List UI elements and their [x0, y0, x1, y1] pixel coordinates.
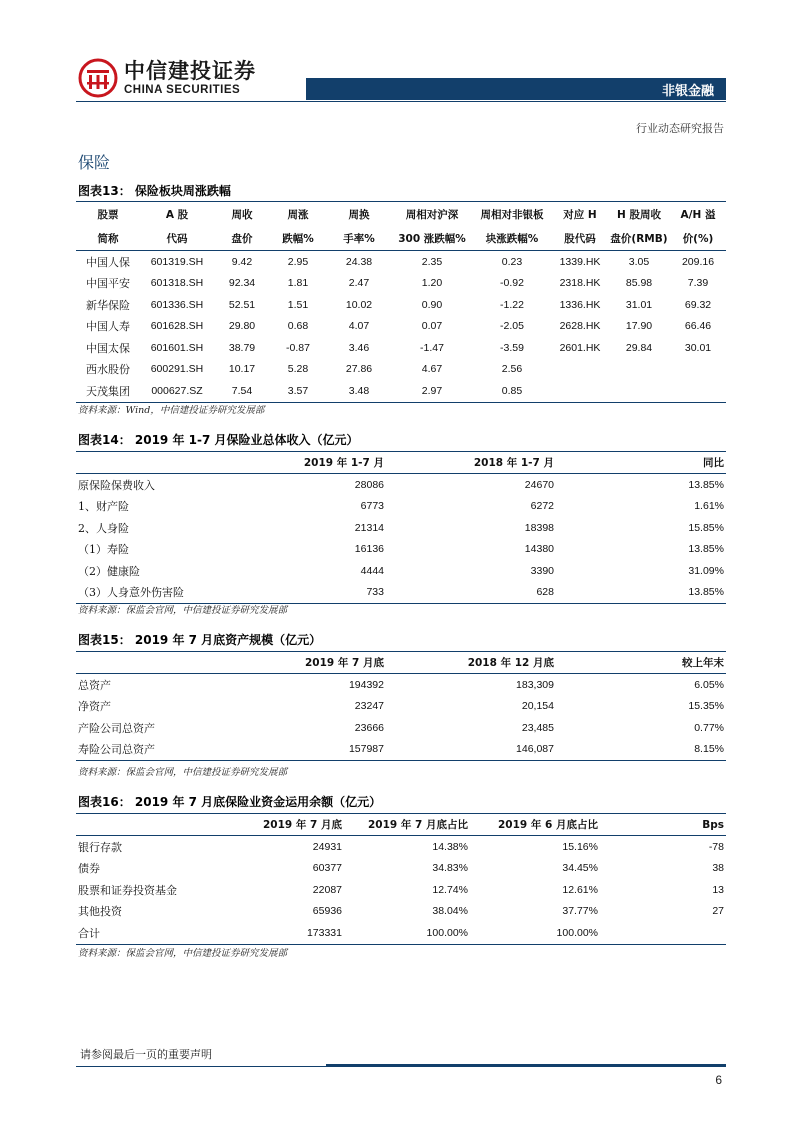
- table16-cell: 其他投资: [78, 905, 122, 919]
- table13-cell: 中国人保: [86, 255, 130, 269]
- table13-header-cell: 周收: [231, 208, 253, 221]
- table16-cell: 100.00%: [556, 926, 598, 939]
- table16-fund-allocation: [76, 813, 726, 945]
- table16-cell: 38.04%: [432, 905, 468, 918]
- table16-cell: 13: [712, 883, 724, 896]
- table-row: [76, 582, 726, 604]
- table13-cell: -0.92: [500, 277, 524, 290]
- table13-cell: 69.32: [684, 298, 712, 311]
- table15-header-cell: [76, 652, 226, 674]
- table14-cell: 31.09%: [688, 564, 724, 577]
- table-row: [76, 474, 726, 496]
- table15-source: 资料来源：保监会官网，中信建投证券研究发展部: [78, 767, 288, 778]
- table13-cell: [552, 380, 608, 402]
- table14-source: 资料来源：保监会官网，中信建投证券研究发展部: [78, 605, 288, 616]
- table13-cell: 新华保险: [86, 298, 130, 312]
- table13-weekly-performance: [76, 201, 726, 403]
- table13-caption: 图表13： 保险板块周涨跌幅: [78, 184, 231, 198]
- table13-cell: 601319.SH: [150, 255, 204, 268]
- table13-header-cell: 代码: [166, 232, 188, 245]
- table13-cell: 52.51: [228, 298, 256, 311]
- table-row: [76, 836, 726, 858]
- table13-cell: -3.59: [500, 341, 524, 354]
- table13-header-cell: 手率%: [343, 232, 375, 245]
- table16-cell: 15.16%: [562, 840, 598, 853]
- table14-cell: 733: [366, 586, 384, 599]
- table-row: [76, 901, 726, 923]
- brand-name-cn: 中信建投证券: [124, 59, 256, 83]
- table13-header-cell: H 股周收: [617, 208, 661, 221]
- header-divider: [76, 101, 726, 102]
- table14-cell: 24670: [524, 478, 554, 491]
- table16-source: 资料来源：保监会官网，中信建投证券研究发展部: [78, 948, 288, 959]
- table13-cell: 92.34: [228, 277, 256, 290]
- table13-cell: 4.67: [421, 363, 443, 376]
- table13-cell: 601318.SH: [150, 277, 204, 290]
- table16-cell: 24931: [312, 840, 342, 853]
- table13-cell: 7.54: [231, 384, 253, 397]
- table13-cell: -0.87: [286, 341, 310, 354]
- table15-header-row: [76, 652, 726, 674]
- table14-header-cell: 同比: [703, 457, 724, 469]
- table13-header-cell: 股代码: [564, 232, 596, 245]
- table-row: [76, 539, 726, 561]
- table14-cell: 原保险保费收入: [78, 478, 155, 492]
- table13-cell: 2628.HK: [559, 320, 601, 333]
- table13-cell: 2.95: [287, 255, 309, 268]
- table14-premium-income: [76, 451, 726, 604]
- table16-header-cell: [76, 814, 226, 836]
- table16-header-cell: 2019 年 7 月底占比: [368, 819, 468, 831]
- table13-header-cell: 股票: [97, 208, 119, 221]
- table14-cell: 18398: [524, 521, 554, 534]
- table13-cell: 2601.HK: [559, 341, 601, 354]
- table14-cell: 28086: [354, 478, 384, 491]
- table16-cell: 债券: [78, 862, 100, 876]
- table13-header-cell: 周换: [348, 208, 370, 221]
- table14-cell: （1）寿险: [78, 543, 129, 557]
- table14-cell: 14380: [524, 543, 554, 556]
- table14-header-cell: 2019 年 1-7 月: [303, 457, 384, 469]
- table-row: [76, 496, 726, 518]
- table15-cell: 23247: [354, 700, 384, 713]
- table13-cell: 4.07: [348, 320, 370, 333]
- table16-cell: -78: [708, 840, 724, 853]
- table14-cell: 13.85%: [688, 478, 724, 491]
- table15-cell: 23,485: [521, 721, 554, 734]
- table13-cell: 601628.SH: [150, 320, 204, 333]
- table14-cell: 16136: [354, 543, 384, 556]
- table13-cell: 3.46: [348, 341, 370, 354]
- table16-caption: 图表16： 2019 年 7 月底保险业资金运用余额（亿元）: [78, 795, 382, 809]
- table14-cell: 6773: [360, 500, 384, 513]
- table15-header-cell: 2019 年 7 月底: [305, 657, 384, 669]
- table14-cell: 1、财产险: [78, 500, 129, 514]
- table13-cell: 209.16: [681, 255, 715, 268]
- table14-caption: 图表14： 2019 年 1-7 月保险业总体收入（亿元）: [78, 433, 359, 447]
- table13-cell: 1339.HK: [559, 255, 601, 268]
- table16-cell: 银行存款: [78, 840, 122, 854]
- table16-cell: 合计: [78, 926, 100, 940]
- table15-cell: 总资产: [78, 678, 111, 692]
- table16-cell: 100.00%: [426, 926, 468, 939]
- table-row: [76, 717, 726, 739]
- table16-cell: 27: [712, 905, 724, 918]
- table13-cell: 30.01: [684, 341, 712, 354]
- table16-cell: 38: [712, 862, 724, 875]
- china-securities-logo-icon: [78, 58, 118, 98]
- table13-cell: 中国平安: [86, 277, 130, 291]
- table16-cell: 37.77%: [562, 905, 598, 918]
- table16-cell: 34.83%: [432, 862, 468, 875]
- table13-header-cell: 价(%): [682, 232, 714, 245]
- table13-cell: 600291.SH: [150, 363, 204, 376]
- table16-cell: 60377: [312, 862, 342, 875]
- table13-cell: 7.39: [687, 277, 709, 290]
- table13-header-cell: 周涨: [287, 208, 309, 221]
- table15-caption: 图表15： 2019 年 7 月底资产规模（亿元）: [78, 633, 322, 647]
- table15-cell: 183,309: [516, 678, 554, 691]
- table-row: [76, 273, 726, 295]
- table-row: [76, 696, 726, 718]
- table13-cell: 38.79: [228, 341, 256, 354]
- table-row: [76, 380, 726, 402]
- table14-cell: 13.85%: [688, 586, 724, 599]
- table13-cell: 1336.HK: [559, 298, 601, 311]
- table13-cell: 2318.HK: [559, 277, 601, 290]
- table13-cell: 1.81: [287, 277, 309, 290]
- table16-cell: [600, 922, 726, 944]
- table-row: [76, 858, 726, 880]
- table14-cell: （3）人身意外伤害险: [78, 586, 184, 600]
- report-type: 行业动态研究报告: [636, 122, 724, 135]
- table15-header-cell: 较上年末: [682, 657, 724, 669]
- table14-header-row: [76, 452, 726, 474]
- table13-cell: 2.56: [501, 363, 523, 376]
- table15-cell: 寿险公司总资产: [78, 743, 155, 757]
- table13-cell: -2.05: [500, 320, 524, 333]
- table14-cell: 21314: [354, 521, 384, 534]
- table13-cell: 0.90: [421, 298, 443, 311]
- table16-cell: 14.38%: [432, 840, 468, 853]
- table13-cell: 10.17: [228, 363, 256, 376]
- table-row: [76, 674, 726, 696]
- table13-header-cell: 盘价: [231, 232, 253, 245]
- table13-cell: [608, 380, 670, 402]
- table13-cell: 85.98: [625, 277, 653, 290]
- table14-header-cell: 2018 年 1-7 月: [473, 457, 554, 469]
- table13-source: 资料来源：Wind，中信建投证券研究发展部: [78, 405, 265, 416]
- brand-name-en: CHINA SECURITIES: [124, 84, 241, 96]
- table16-header-row: [76, 814, 726, 836]
- table13-cell: 66.46: [684, 320, 712, 333]
- table13-cell: 24.38: [345, 255, 373, 268]
- table13-cell: 2.35: [421, 255, 443, 268]
- table13-header-cell: A 股: [165, 208, 189, 221]
- brand-logo: [78, 58, 256, 98]
- table13-cell: 17.90: [625, 320, 653, 333]
- table13-cell: 9.42: [231, 255, 253, 268]
- table16-cell: 12.74%: [432, 883, 468, 896]
- table16-cell: 12.61%: [562, 883, 598, 896]
- table14-cell: 2、人身险: [78, 521, 129, 535]
- table14-cell: （2）健康险: [78, 564, 140, 578]
- table13-cell: 中国人寿: [86, 320, 130, 334]
- table14-cell: 3390: [530, 564, 554, 577]
- table13-header-row: [76, 226, 726, 251]
- table13-header-cell: 跌幅%: [282, 232, 314, 245]
- table13-cell: 0.68: [287, 320, 309, 333]
- table13-header-cell: 简称: [97, 232, 119, 245]
- table-row: [76, 251, 726, 273]
- table16-cell: 65936: [312, 905, 342, 918]
- table13-cell: 29.80: [228, 320, 256, 333]
- table-row: [76, 517, 726, 539]
- section-title: 保险: [78, 153, 111, 172]
- table13-cell: 29.84: [625, 341, 653, 354]
- table13-header-row: [76, 202, 726, 227]
- table16-cell: 股票和证券投资基金: [78, 883, 177, 897]
- table13-cell: 0.07: [421, 320, 443, 333]
- disclaimer-note: 请参阅最后一页的重要声明: [80, 1048, 212, 1060]
- sector-banner: [306, 78, 726, 100]
- table15-cell: 产险公司总资产: [78, 721, 155, 735]
- table13-header-cell: A/H 溢: [680, 208, 716, 221]
- table13-cell: 27.86: [345, 363, 373, 376]
- table13-header-cell: 对应 H: [563, 208, 597, 221]
- table13-cell: [608, 359, 670, 381]
- footer-divider-left: [76, 1066, 326, 1067]
- table13-cell: [552, 359, 608, 381]
- table16-header-cell: 2019 年 6 月底占比: [498, 819, 598, 831]
- table15-cell: 0.77%: [694, 721, 724, 734]
- table13-header-cell: 块涨跌幅%: [485, 232, 539, 245]
- table13-cell: [670, 359, 726, 381]
- table-row: [76, 879, 726, 901]
- table16-header-cell: 2019 年 7 月底: [263, 819, 342, 831]
- table13-header-cell: 盘价(RMB): [610, 232, 668, 245]
- sector-label: 非银金融: [661, 84, 714, 99]
- table15-cell: 15.35%: [688, 700, 724, 713]
- table15-cell: 194392: [348, 678, 384, 691]
- table13-cell: 000627.SZ: [151, 384, 203, 397]
- table15-header-cell: 2018 年 12 月底: [467, 657, 554, 669]
- table15-cell: 23666: [354, 721, 384, 734]
- table16-header-cell: Bps: [702, 818, 724, 831]
- table15-cell: 157987: [348, 743, 384, 756]
- table-row: [76, 337, 726, 359]
- table13-cell: 0.85: [501, 384, 523, 397]
- table13-header-cell: 300 涨跌幅%: [398, 232, 466, 245]
- table13-cell: 10.02: [345, 298, 373, 311]
- table15-cell: 净资产: [78, 700, 111, 714]
- table-row: [76, 560, 726, 582]
- table13-cell: 5.28: [287, 363, 309, 376]
- table13-cell: 31.01: [625, 298, 653, 311]
- table13-cell: 2.97: [421, 384, 443, 397]
- table14-cell: 15.85%: [688, 521, 724, 534]
- table13-cell: 1.51: [287, 298, 309, 311]
- table14-cell: 6272: [530, 500, 554, 513]
- table15-cell: 20,154: [521, 700, 554, 713]
- table-row: [76, 739, 726, 761]
- table14-cell: 1.61%: [694, 500, 724, 513]
- table14-cell: 13.85%: [688, 543, 724, 556]
- table13-cell: 601601.SH: [150, 341, 204, 354]
- table13-cell: 0.23: [501, 255, 523, 268]
- table14-header-cell: [76, 452, 226, 474]
- table13-cell: -1.47: [420, 341, 444, 354]
- table14-cell: 628: [536, 586, 554, 599]
- page-number: 6: [715, 1073, 722, 1087]
- table16-cell: 34.45%: [562, 862, 598, 875]
- table13-cell: 天茂集团: [86, 384, 130, 398]
- table13-cell: 2.47: [348, 277, 370, 290]
- table15-cell: 146,087: [516, 743, 554, 756]
- table13-cell: 601336.SH: [150, 298, 204, 311]
- table-row: [76, 316, 726, 338]
- table13-cell: 3.05: [628, 255, 650, 268]
- table16-cell: 22087: [312, 883, 342, 896]
- footer-divider-right: [326, 1064, 726, 1067]
- table13-header-cell: 周相对非银板: [480, 208, 544, 221]
- table13-cell: 3.48: [348, 384, 370, 397]
- table13-header-cell: 周相对沪深: [405, 208, 459, 221]
- table15-asset-scale: [76, 651, 726, 761]
- table13-cell: [670, 380, 726, 402]
- table13-cell: 3.57: [287, 384, 309, 397]
- table13-cell: -1.22: [500, 298, 524, 311]
- table13-cell: 西水股份: [86, 363, 130, 377]
- table13-cell: 中国太保: [86, 341, 130, 355]
- table-row: [76, 922, 726, 944]
- table-row: [76, 294, 726, 316]
- table14-cell: 4444: [360, 564, 384, 577]
- table15-cell: 8.15%: [694, 743, 724, 756]
- table-row: [76, 359, 726, 381]
- table16-cell: 173331: [306, 926, 342, 939]
- table13-cell: 1.20: [421, 277, 443, 290]
- table15-cell: 6.05%: [694, 678, 724, 691]
